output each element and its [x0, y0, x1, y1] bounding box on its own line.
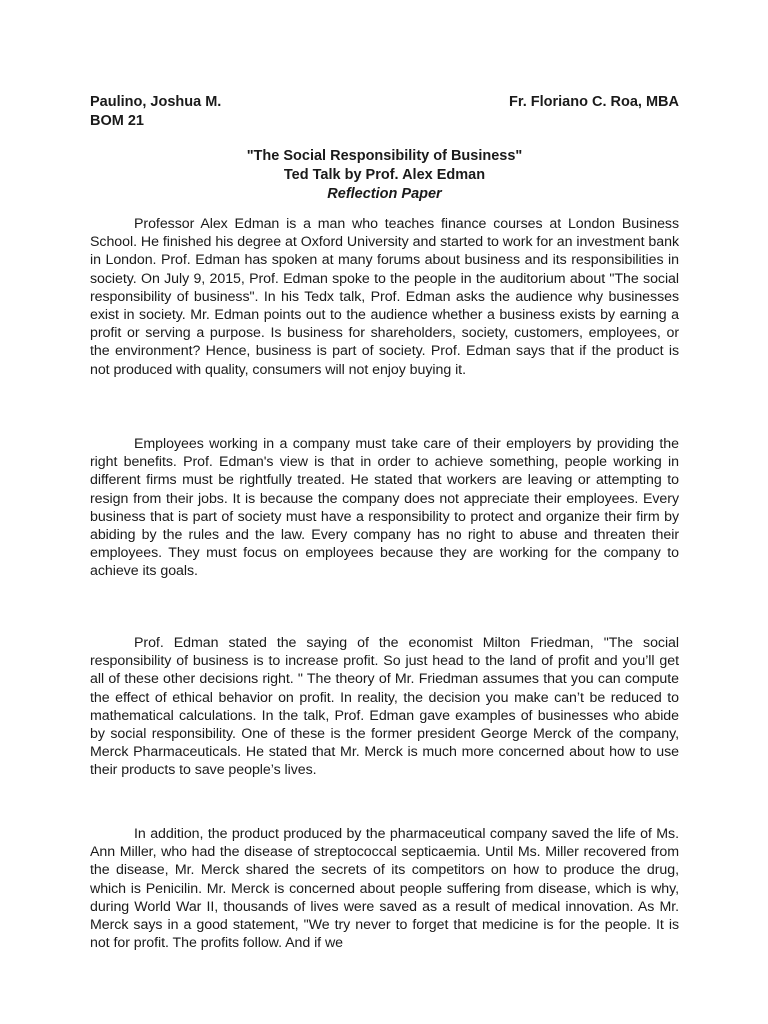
document-header: [90, 93, 679, 131]
subtitle: Ted Talk by Prof. Alex Edman: [283, 167, 486, 183]
header-row: [90, 93, 679, 112]
section-code: BOM 21: [90, 113, 144, 129]
paragraph-3: Prof. Edman stated the saying of the economist Milton Friedman, "The social responsibility of business is to increase profit. So just head to the land of profit and you’ll get all of these other decisions right. " The theory of Mr. Friedman assumes that you can compute the effect of ethical behavior on profit. In reality, the decision you make can’t be reduced to mathematical calculations. In the talk, Prof. Edman gave examples of businesses who abide by social responsibility. One of these is the former president George Merck of the company, Merck Pharmaceuticals. He stated that Mr. Merck is much more concerned about how to use their products to save people’s lives.: [90, 635, 679, 779]
student-name: Paulino, Joshua M.: [90, 94, 222, 110]
instructor-name: Fr. Floriano C. Roa, MBA: [509, 94, 679, 110]
title-block: [90, 147, 679, 204]
main-title: "The Social Responsibility of Business": [246, 148, 523, 164]
paper-type: Reflection Paper: [327, 186, 442, 202]
paragraph-2: Employees working in a company must take care of their employers by providing the right benefits. Prof. Edman's view is that in order to achieve something, people working in different firms must be rightfully treated. He stated that workers are leaving or attempting to resign from their jobs. It is because the company does not appreciate their employees. Every business that is part of society must have a responsibility to protect and organize their firm by abiding by the rules and the law. Every company has no right to abuse and threaten their employees. They must focus on employees because they are working for the company to achieve its goals.: [90, 436, 679, 580]
paragraph-1: Professor Alex Edman is a man who teaches finance courses at London Business School. He finished his degree at Oxford University and started to work for an investment bank in London. Prof. Edman has spoken at many forums about business and its responsibilities in society. On July 9, 2015, Prof. Edman spoke to the people in the auditorium about "The social responsibility of business". In his Tedx talk, Prof. Edman asks the audience why businesses exist in society. Mr. Edman points out to the audience whether a business exists by earning a profit or serving a purpose. Is business for shareholders, society, customers, employees, or the environment? Hence, business is part of society. Prof. Edman says that if the product is not produced with quality, consumers will not enjoy buying it.: [90, 216, 679, 378]
paragraph-4: In addition, the product produced by the pharmaceutical company saved the life of Ms. Ann Miller, who had the disease of streptococcal septicaemia. Until Ms. Miller recovered from the disease, Mr. Merck shared the secrets of its competitors on how to produce the drug, which is Penicilin. Mr. Merck is concerned about people suffering from disease, which is why, during World War II, thousands of lives were saved as a result of medical innovation. As Mr. Merck says in a good statement, "We try never to forget that medicine is for the people. It is not for profit. The profits follow. And if we: [90, 826, 679, 952]
